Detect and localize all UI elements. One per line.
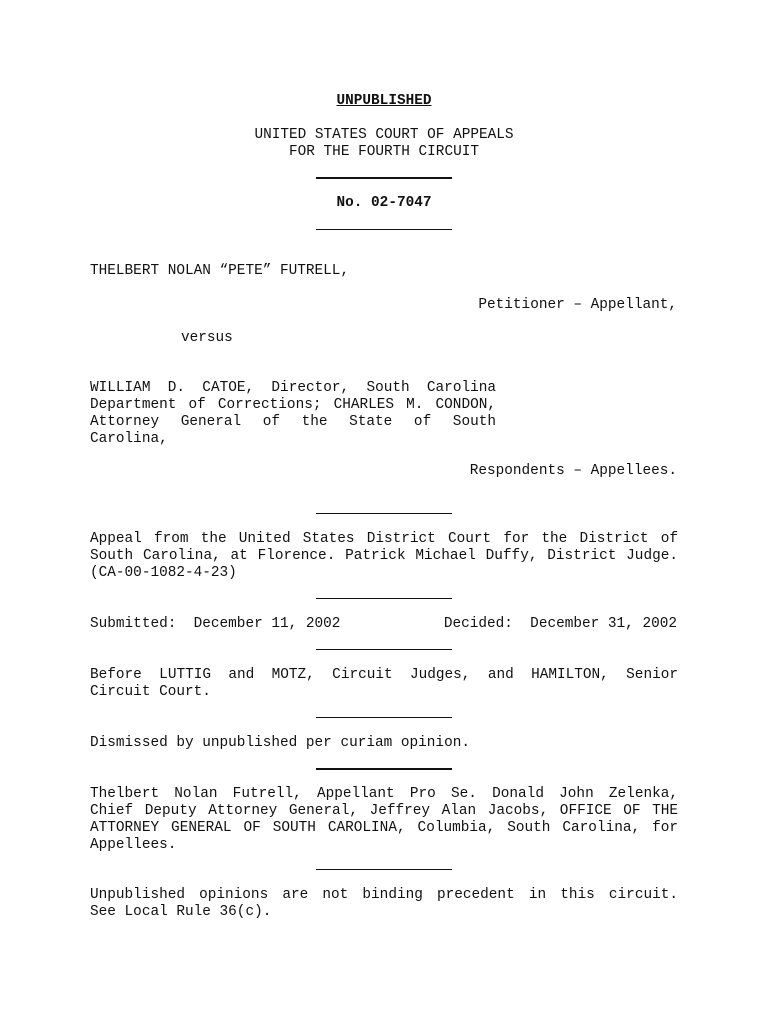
divider: [316, 869, 452, 870]
court-name-line1: UNITED STATES COURT OF APPEALS: [254, 127, 514, 143]
decided-date: Decided: December 31, 2002: [443, 616, 677, 632]
appeal-line: Appeal from the United States District Court for the District of: [90, 531, 678, 547]
counsel-line: Chief Deputy Attorney General, Jeffrey Alan Jacobs, OFFICE OF THE: [90, 803, 678, 819]
panel-line: Circuit Court.: [90, 684, 211, 700]
counsel-line: Thelbert Nolan Futrell, Appellant Pro Se. Donald John Zelenka,: [90, 786, 678, 802]
petitioner-role: Petitioner – Appellant,: [478, 297, 677, 313]
notice-line: Unpublished opinions are not binding precedent in this circuit.: [90, 887, 678, 903]
appeal-block: [90, 531, 678, 582]
respondents-line: Attorney General of the State of South: [90, 414, 496, 430]
disposition: Dismissed by unpublished per curiam opinion.: [90, 735, 470, 751]
divider: [316, 649, 452, 650]
respondents-line: Carolina,: [90, 431, 168, 447]
divider: [316, 513, 452, 514]
panel-block: [90, 667, 678, 701]
unpublished-heading: UNPUBLISHED: [336, 93, 432, 109]
divider: [316, 717, 452, 718]
divider: [316, 177, 452, 179]
submitted-date: Submitted: December 11, 2002: [90, 616, 341, 632]
petitioner-name: THELBERT NOLAN “PETE” FUTRELL,: [90, 263, 350, 279]
divider: [316, 768, 452, 770]
respondent-role: Respondents – Appellees.: [469, 463, 677, 479]
notice-block: [90, 887, 678, 921]
divider: [316, 229, 452, 230]
court-name-line2: FOR THE FOURTH CIRCUIT: [289, 144, 479, 160]
panel-line: Before LUTTIG and MOTZ, Circuit Judges, and HAMILTON, Senior: [90, 667, 678, 683]
notice-line: See Local Rule 36(c).: [90, 904, 272, 920]
counsel-line: ATTORNEY GENERAL OF SOUTH CAROLINA, Columbia, South Carolina, for: [90, 820, 678, 836]
respondents-line: Department of Corrections; CHARLES M. CONDON,: [90, 397, 496, 413]
counsel-block: [90, 786, 678, 854]
appeal-line: (CA-00-1082-4-23): [90, 565, 237, 581]
respondents-block: [90, 380, 496, 448]
divider: [316, 598, 452, 599]
respondents-line: WILLIAM D. CATOE, Director, South Carolina: [90, 380, 496, 396]
case-number: No. 02-7047: [336, 195, 432, 211]
appeal-line: South Carolina, at Florence. Patrick Michael Duffy, District Judge.: [90, 548, 678, 564]
counsel-line: Appellees.: [90, 837, 177, 853]
versus-label: versus: [181, 330, 233, 346]
